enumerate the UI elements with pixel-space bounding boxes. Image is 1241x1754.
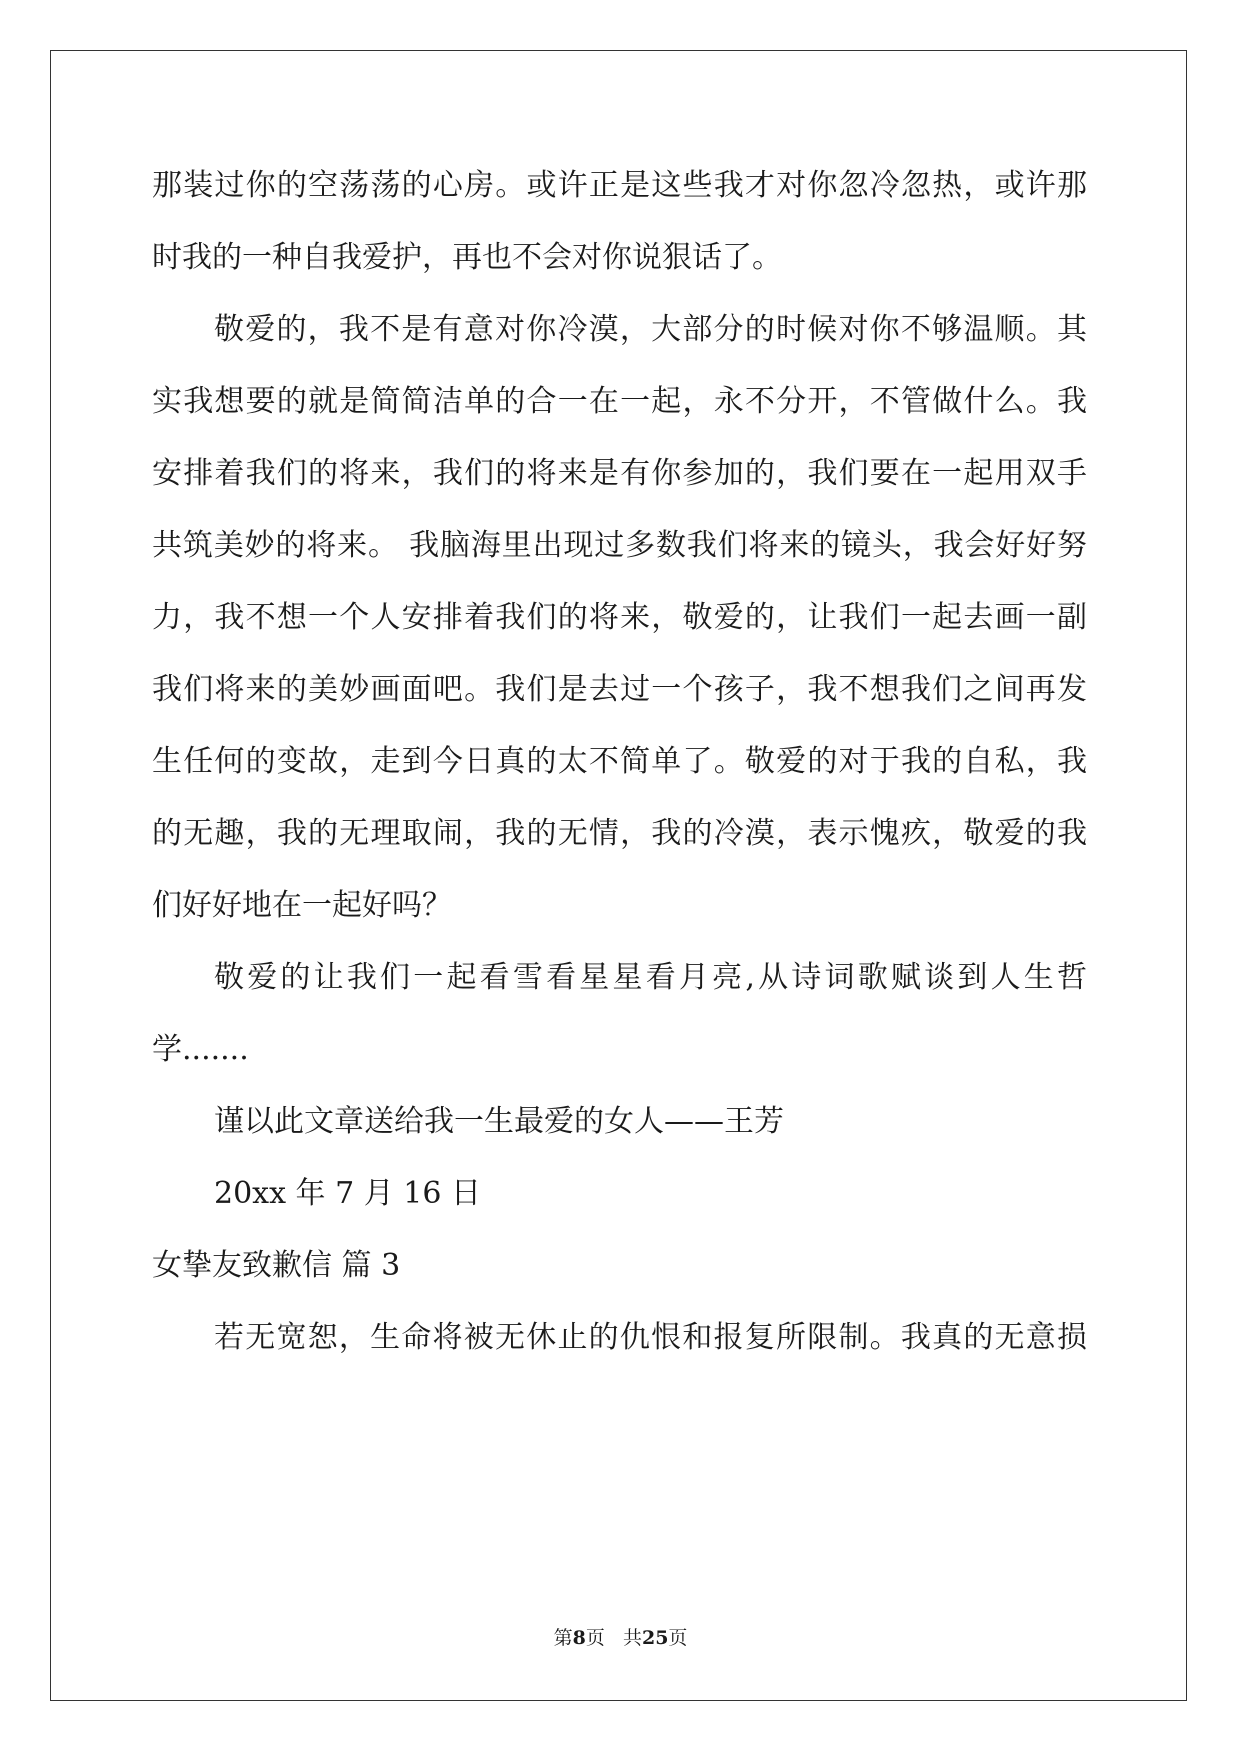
text-line: 时我的一种自我爱护，再也不会对你说狠话了。 [152, 240, 782, 275]
text-line: 共筑美妙的将来。 我脑海里出现过多数我们将来的镜头，我会好好努 [152, 528, 1087, 563]
footer-page-number: 8 [572, 1627, 586, 1649]
text-line: 们好好地在一起好吗？ [152, 888, 452, 923]
footer-page-suffix: 页 [585, 1627, 605, 1649]
paragraph-start-line: 若无宽恕，生命将被无休止的仇恨和报复所限制。我真的无意损 [214, 1320, 1087, 1355]
footer-total-suffix: 页 [668, 1627, 688, 1649]
paragraph-start-line: 敬爱的，我不是有意对你冷漠，大部分的时候对你不够温顺。其 [214, 312, 1087, 347]
text-line: 那装过你的空荡荡的心房。或许正是这些我才对你忽冷忽热，或许那 [152, 168, 1087, 203]
text-line: 力，我不想一个人安排着我们的将来，敬爱的，让我们一起去画一副 [152, 600, 1087, 635]
text-line: 的无趣，我的无理取闹，我的无情，我的冷漠，表示愧疚，敬爱的我 [152, 816, 1087, 851]
date-line: 20xx 年 7 月 16 日 [214, 1176, 481, 1211]
page-footer [0, 1626, 1241, 1650]
text-line: 学....... [152, 1032, 249, 1067]
dedication-line: 谨以此文章送给我一生最爱的女人——王芳 [214, 1104, 784, 1139]
text-line: 我们将来的美妙画面吧。我们是去过一个孩子，我不想我们之间再发 [152, 672, 1087, 707]
page-border [50, 50, 1187, 1701]
text-line: 实我想要的就是简简洁单的合一在一起，永不分开，不管做什么。我 [152, 384, 1087, 419]
paragraph-start-line: 敬爱的让我们一起看雪看星星看月亮,从诗词歌赋谈到人生哲 [214, 960, 1087, 995]
footer-prefix: 第 [553, 1627, 573, 1649]
footer-total-pages: 25 [641, 1627, 669, 1649]
text-line: 生任何的变故，走到今日真的太不简单了。敬爱的对于我的自私，我 [152, 744, 1087, 779]
footer-total-prefix: 共 [622, 1627, 642, 1649]
text-line: 安排着我们的将来，我们的将来是有你参加的，我们要在一起用双手 [152, 456, 1087, 491]
section-heading: 女挚友致歉信 篇 3 [152, 1248, 401, 1283]
